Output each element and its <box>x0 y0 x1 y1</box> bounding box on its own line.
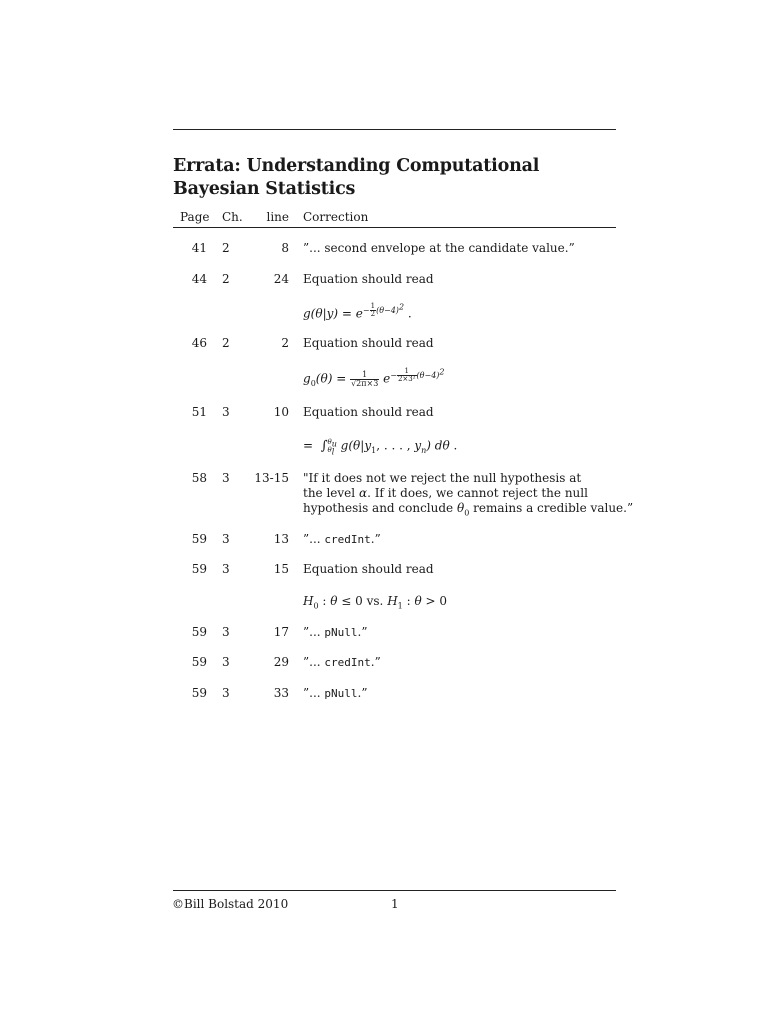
footer-copyright: ©Bill Bolstad 2010 <box>172 897 289 911</box>
row-chapter: 3 <box>222 471 230 485</box>
row-chapter: 2 <box>222 241 230 255</box>
row-line: 13-15 <box>254 471 289 485</box>
row-line: 10 <box>273 405 289 419</box>
row-line: 2 <box>281 336 289 350</box>
row-line: 8 <box>281 241 289 255</box>
footer-page-number: 1 <box>391 897 399 911</box>
header-rule <box>173 227 616 228</box>
row-correction: Equation should read <box>303 405 434 419</box>
row-page: 41 <box>191 241 207 255</box>
top-rule <box>173 129 616 130</box>
row-correction-line-1: "If it does not we reject the null hypothesis at <box>303 471 582 485</box>
row-chapter: 2 <box>222 272 230 286</box>
row-chapter: 3 <box>222 655 230 669</box>
row-line: 13 <box>273 532 289 546</box>
footer-rule <box>173 890 616 891</box>
header-line: line <box>266 210 289 224</box>
row-line: 33 <box>273 686 289 700</box>
row-page: 59 <box>191 686 207 700</box>
row-chapter: 3 <box>222 532 230 546</box>
row-page: 58 <box>191 471 207 485</box>
row-correction: ”... credInt.” <box>303 532 381 546</box>
equation-g-theta: $g(\theta|y) = e^{- \frac{1}{2} (\theta-4)^2}$ . <box>303 301 412 321</box>
row-chapter: 3 <box>222 625 230 639</box>
header-correction: Correction <box>303 210 369 224</box>
row-page: 44 <box>191 272 207 286</box>
equation-hypotheses: $H_0$ : θ ≤ 0 vs. $H_1$ : θ > 0 <box>303 594 447 611</box>
row-correction-line-3: hypothesis and conclude $\theta_0$ remains a credible value.” <box>303 501 634 518</box>
row-chapter: 2 <box>222 336 230 350</box>
row-page: 59 <box>191 625 207 639</box>
row-correction-line-2: the level α. If it does, we cannot reject the null <box>303 486 588 500</box>
row-line: 29 <box>273 655 289 669</box>
document-title: Errata: Understanding Computational Bayesian Statistics <box>173 156 540 199</box>
row-line: 17 <box>273 625 289 639</box>
row-page: 59 <box>191 532 207 546</box>
row-page: 59 <box>191 562 207 576</box>
row-page: 59 <box>191 655 207 669</box>
row-correction: ”... pNull.” <box>303 625 368 639</box>
equation-g0-theta: $g_0(\theta)$ = $\frac{1}{√2\pi\times 3}$ $e^{- \frac{1}{\text{2×3²}} (\theta-4)^2}$ <box>303 366 445 388</box>
row-line: 15 <box>273 562 289 576</box>
row-correction: ”... credInt.” <box>303 655 381 669</box>
row-chapter: 3 <box>222 686 230 700</box>
row-correction: Equation should read <box>303 336 434 350</box>
row-line: 24 <box>273 272 289 286</box>
row-page: 46 <box>191 336 207 350</box>
row-correction: ”... second envelope at the candidate value.” <box>303 241 575 255</box>
row-correction: Equation should read <box>303 272 434 286</box>
row-correction: Equation should read <box>303 562 434 576</box>
row-chapter: 3 <box>222 562 230 576</box>
row-chapter: 3 <box>222 405 230 419</box>
header-page: Page <box>180 210 210 224</box>
row-correction: ”... pNull.” <box>303 686 368 700</box>
header-ch: Ch. <box>222 210 243 224</box>
equation-integral: = ∫ $\theta_u$ $\theta_l$ $g(\theta|y_1$, . . . , $y_n$) dθ . <box>303 438 458 457</box>
row-page: 51 <box>191 405 207 419</box>
